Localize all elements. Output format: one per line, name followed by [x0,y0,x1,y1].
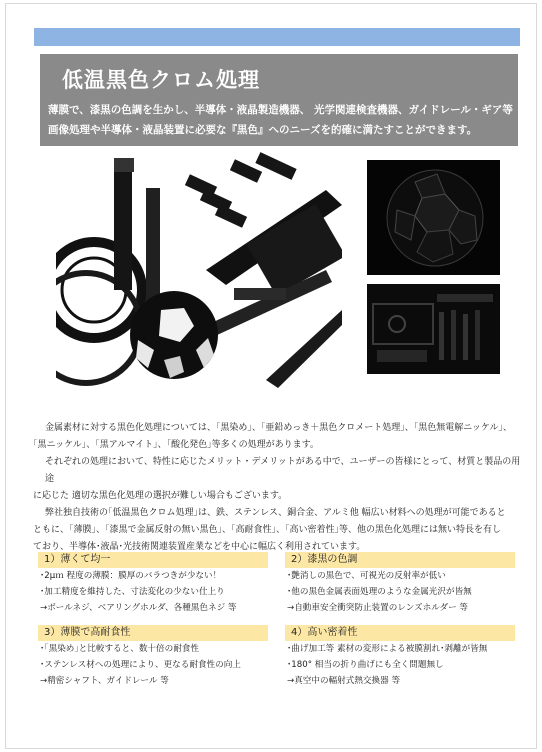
feature-heading: 3）薄膜で高耐食性 [38,625,268,641]
feature-item: ･曲げ加工等 素材の変形による被膜割れ･剥離が皆無 [287,644,488,654]
header-description-line-2: 画像処理や半導体・液晶装置に必要な『黒色』へのニーズを的確に満たすことができます。 [48,124,478,136]
paragraph-1-line-2: ｢黒ニッケル｣、｢黒アルマイト｣、｢酸化発色｣等多くの処理があります。 [33,440,319,450]
feature-item: ･加工精度を維持した、寸法変化の少ない仕上り [40,587,225,597]
feature-heading: 4）高い密着性 [285,625,515,641]
feature-item: ･ステンレス材への処理により、更なる耐食性の向上 [40,660,241,670]
feature-adhesion [285,625,515,689]
feature-thin-uniform [38,552,268,616]
feature-item: ･2μｍ 程度の薄膜：膜厚のバラつきが少ない！ [40,571,222,581]
feature-heading: 1）薄くて均一 [38,552,268,568]
description-body [33,420,521,556]
feature-item: →精密シャフト、ガイドレール 等 [40,676,169,686]
feature-item: ･他の黒色金属表面処理のような金属光沢が皆無 [287,587,472,597]
feature-item: →自動車安全衝突防止装置のレンズホルダー 等 [287,603,468,613]
header-description-line-1: 薄膜で、漆黒の色調を生かし、半導体・液晶製造機器、 光学関連検査機器、ガイドレール・ギア等 [48,104,513,116]
feature-item: →ボールネジ、ベアリングホルダ、各種黒色ネジ 等 [40,603,237,613]
feature-item: ･｢黒染め｣と比較すると、数十倍の耐食性 [40,644,199,654]
paragraph-3-line-1: 弊社独自技術の｢低温黒色クロム処理｣は、鉄、ステンレス、銅合金、アルミ他 幅広い材料への処理が可能であると [45,508,506,518]
small-parts-photo [367,284,500,374]
paragraph-2-line-2: に応じた 適切な黒色化処理の選択が難しい場合もございます。 [33,491,288,501]
page-title: 低温黒色クロム処理 [62,68,260,92]
feature-item: ･180° 相当の折り曲げにも全く問題無し [287,660,444,670]
paragraph-1-line-1: 金属素材に対する黒色化処理については、｢黒染め｣、｢亜鉛めっき＋黒色クロメート処理｣、｢黒色無電解ニッケル｣、 [45,423,512,433]
feature-item: →真空中の輻射式熱交換器 等 [287,676,401,686]
header-banner [40,54,518,146]
faceted-ball-photo [367,160,500,275]
black-parts-photo [56,150,342,390]
feature-corrosion-resistance [38,625,268,689]
top-blue-bar [34,28,520,46]
paragraph-3-line-3: ており、半導体･液晶･光技術関連装置産業などを中心に幅広く利用されています。 [33,542,366,552]
feature-heading: 2）漆黒の色調 [285,552,515,568]
paragraph-3-line-2: ともに、｢薄膜｣、｢漆黒で金属反射の無い黒色｣、｢高耐食性｣、｢高い密着性｣等、他の黒色化処理には無い特長を有し [33,525,502,535]
feature-item: ･艶消しの黒色で、可視光の反射率が低い [287,571,446,581]
paragraph-2-line-1: それぞれの処理において、特性に応じたメリット・デメリットがある中で、ユーザーの皆様にとって、材質と製品の用途 [45,457,521,484]
feature-jet-black [285,552,515,616]
